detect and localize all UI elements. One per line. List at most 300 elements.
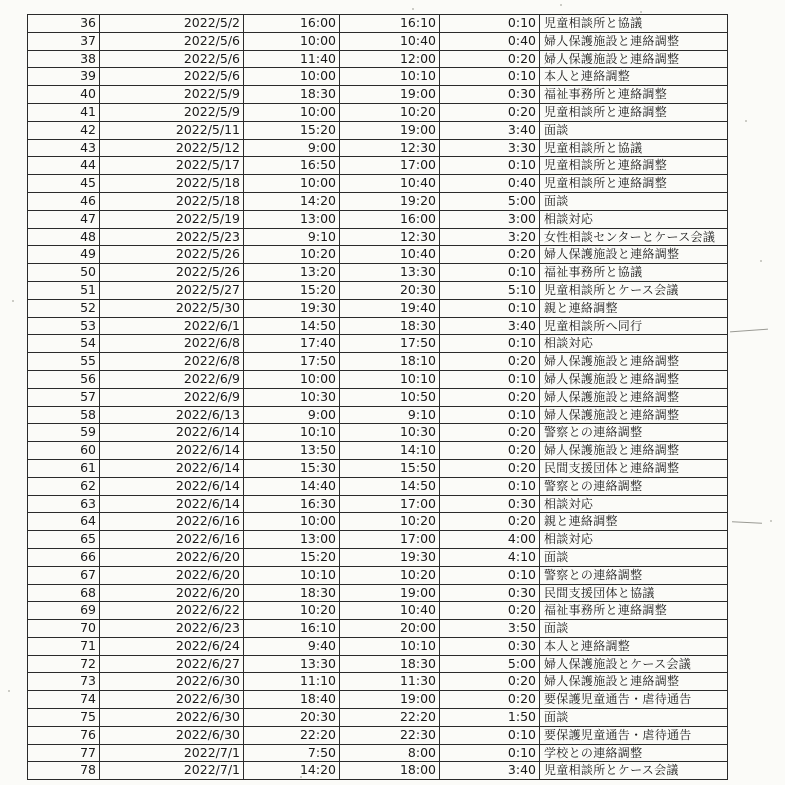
row-number-cell: 70 <box>28 620 100 638</box>
start-time-cell: 10:00 <box>244 68 340 86</box>
table-row <box>28 86 728 104</box>
duration-cell: 0:30 <box>440 495 540 513</box>
start-time-cell: 19:30 <box>244 299 340 317</box>
date-cell: 2022/6/20 <box>100 584 244 602</box>
table-row <box>28 442 728 460</box>
duration-cell: 3:40 <box>440 762 540 780</box>
end-time-cell: 10:40 <box>340 175 440 193</box>
table-row <box>28 406 728 424</box>
description-cell: 婦人保護施設と連絡調整 <box>540 388 728 406</box>
row-number-cell: 60 <box>28 442 100 460</box>
duration-cell: 0:10 <box>440 744 540 762</box>
end-time-cell: 8:00 <box>340 744 440 762</box>
row-number-cell: 58 <box>28 406 100 424</box>
duration-cell: 0:20 <box>440 513 540 531</box>
row-number-cell: 36 <box>28 15 100 33</box>
description-cell: 児童相談所へ同行 <box>540 317 728 335</box>
date-cell: 2022/6/16 <box>100 513 244 531</box>
table-row <box>28 175 728 193</box>
row-number-cell: 54 <box>28 335 100 353</box>
description-cell: 福祉事務所と協議 <box>540 264 728 282</box>
end-time-cell: 19:00 <box>340 691 440 709</box>
row-number-cell: 68 <box>28 584 100 602</box>
duration-cell: 0:20 <box>440 442 540 460</box>
description-cell: 児童相談所とケース会議 <box>540 281 728 299</box>
table-row <box>28 655 728 673</box>
start-time-cell: 9:40 <box>244 637 340 655</box>
description-cell: 児童相談所と連絡調整 <box>540 175 728 193</box>
duration-cell: 0:20 <box>440 691 540 709</box>
row-number-cell: 65 <box>28 531 100 549</box>
date-cell: 2022/6/13 <box>100 406 244 424</box>
date-cell: 2022/6/14 <box>100 477 244 495</box>
start-time-cell: 10:00 <box>244 513 340 531</box>
row-number-cell: 37 <box>28 32 100 50</box>
start-time-cell: 7:50 <box>244 744 340 762</box>
table-row <box>28 424 728 442</box>
duration-cell: 0:10 <box>440 157 540 175</box>
end-time-cell: 10:20 <box>340 566 440 584</box>
start-time-cell: 14:50 <box>244 317 340 335</box>
duration-cell: 0:40 <box>440 175 540 193</box>
description-cell: 女性相談センターとケース会議 <box>540 228 728 246</box>
end-time-cell: 10:40 <box>340 602 440 620</box>
row-number-cell: 64 <box>28 513 100 531</box>
row-number-cell: 71 <box>28 637 100 655</box>
date-cell: 2022/6/30 <box>100 709 244 727</box>
start-time-cell: 15:20 <box>244 121 340 139</box>
date-cell: 2022/5/9 <box>100 103 244 121</box>
date-cell: 2022/5/23 <box>100 228 244 246</box>
duration-cell: 3:30 <box>440 139 540 157</box>
table-row <box>28 121 728 139</box>
date-cell: 2022/5/6 <box>100 50 244 68</box>
date-cell: 2022/6/1 <box>100 317 244 335</box>
duration-cell: 0:30 <box>440 584 540 602</box>
row-number-cell: 42 <box>28 121 100 139</box>
end-time-cell: 10:50 <box>340 388 440 406</box>
row-number-cell: 59 <box>28 424 100 442</box>
row-number-cell: 40 <box>28 86 100 104</box>
duration-cell: 0:20 <box>440 50 540 68</box>
start-time-cell: 10:00 <box>244 175 340 193</box>
row-number-cell: 72 <box>28 655 100 673</box>
row-number-cell: 63 <box>28 495 100 513</box>
start-time-cell: 10:10 <box>244 424 340 442</box>
row-number-cell: 76 <box>28 726 100 744</box>
table-row <box>28 317 728 335</box>
row-number-cell: 52 <box>28 299 100 317</box>
row-number-cell: 41 <box>28 103 100 121</box>
date-cell: 2022/5/2 <box>100 15 244 33</box>
description-cell: 親と連絡調整 <box>540 513 728 531</box>
start-time-cell: 18:30 <box>244 86 340 104</box>
description-cell: 婦人保護施設と連絡調整 <box>540 353 728 371</box>
row-number-cell: 46 <box>28 192 100 210</box>
duration-cell: 0:10 <box>440 299 540 317</box>
end-time-cell: 12:30 <box>340 228 440 246</box>
duration-cell: 0:10 <box>440 566 540 584</box>
description-cell: 本人と連絡調整 <box>540 68 728 86</box>
end-time-cell: 9:10 <box>340 406 440 424</box>
end-time-cell: 18:00 <box>340 762 440 780</box>
end-time-cell: 10:20 <box>340 513 440 531</box>
date-cell: 2022/6/9 <box>100 388 244 406</box>
row-number-cell: 49 <box>28 246 100 264</box>
duration-cell: 1:50 <box>440 709 540 727</box>
duration-cell: 0:20 <box>440 103 540 121</box>
start-time-cell: 14:20 <box>244 192 340 210</box>
end-time-cell: 10:40 <box>340 246 440 264</box>
date-cell: 2022/6/30 <box>100 673 244 691</box>
date-cell: 2022/5/17 <box>100 157 244 175</box>
duration-cell: 0:10 <box>440 264 540 282</box>
table-row <box>28 103 728 121</box>
description-cell: 婦人保護施設と連絡調整 <box>540 50 728 68</box>
row-number-cell: 67 <box>28 566 100 584</box>
start-time-cell: 15:20 <box>244 548 340 566</box>
start-time-cell: 14:40 <box>244 477 340 495</box>
start-time-cell: 10:20 <box>244 246 340 264</box>
row-number-cell: 69 <box>28 602 100 620</box>
description-cell: 面談 <box>540 121 728 139</box>
start-time-cell: 10:30 <box>244 388 340 406</box>
end-time-cell: 16:10 <box>340 15 440 33</box>
description-cell: 面談 <box>540 620 728 638</box>
table-row <box>28 210 728 228</box>
duration-cell: 0:20 <box>440 673 540 691</box>
date-cell: 2022/5/12 <box>100 139 244 157</box>
date-cell: 2022/5/30 <box>100 299 244 317</box>
duration-cell: 5:10 <box>440 281 540 299</box>
duration-cell: 4:00 <box>440 531 540 549</box>
end-time-cell: 17:50 <box>340 335 440 353</box>
date-cell: 2022/5/26 <box>100 264 244 282</box>
row-number-cell: 61 <box>28 459 100 477</box>
row-number-cell: 66 <box>28 548 100 566</box>
row-number-cell: 74 <box>28 691 100 709</box>
table-row <box>28 15 728 33</box>
end-time-cell: 19:20 <box>340 192 440 210</box>
start-time-cell: 13:30 <box>244 655 340 673</box>
date-cell: 2022/5/18 <box>100 175 244 193</box>
table-row <box>28 68 728 86</box>
start-time-cell: 13:20 <box>244 264 340 282</box>
start-time-cell: 16:00 <box>244 15 340 33</box>
end-time-cell: 11:30 <box>340 673 440 691</box>
end-time-cell: 10:40 <box>340 32 440 50</box>
description-cell: 相談対応 <box>540 210 728 228</box>
date-cell: 2022/6/27 <box>100 655 244 673</box>
end-time-cell: 17:00 <box>340 495 440 513</box>
end-time-cell: 17:00 <box>340 157 440 175</box>
end-time-cell: 19:00 <box>340 86 440 104</box>
description-cell: 相談対応 <box>540 335 728 353</box>
end-time-cell: 15:50 <box>340 459 440 477</box>
table-row <box>28 584 728 602</box>
start-time-cell: 17:50 <box>244 353 340 371</box>
duration-cell: 0:10 <box>440 406 540 424</box>
duration-cell: 0:20 <box>440 388 540 406</box>
duration-cell: 3:50 <box>440 620 540 638</box>
start-time-cell: 22:20 <box>244 726 340 744</box>
row-number-cell: 75 <box>28 709 100 727</box>
date-cell: 2022/5/26 <box>100 246 244 264</box>
table-row <box>28 566 728 584</box>
description-cell: 警察との連絡調整 <box>540 424 728 442</box>
end-time-cell: 12:30 <box>340 139 440 157</box>
table-row <box>28 602 728 620</box>
row-number-cell: 77 <box>28 744 100 762</box>
date-cell: 2022/6/8 <box>100 335 244 353</box>
date-cell: 2022/6/14 <box>100 442 244 460</box>
row-number-cell: 45 <box>28 175 100 193</box>
date-cell: 2022/6/23 <box>100 620 244 638</box>
duration-cell: 0:10 <box>440 15 540 33</box>
duration-cell: 5:00 <box>440 192 540 210</box>
end-time-cell: 10:10 <box>340 370 440 388</box>
table-row <box>28 335 728 353</box>
end-time-cell: 19:00 <box>340 121 440 139</box>
table-row <box>28 281 728 299</box>
table-row <box>28 264 728 282</box>
duration-cell: 5:00 <box>440 655 540 673</box>
table-row <box>28 459 728 477</box>
duration-cell: 3:40 <box>440 317 540 335</box>
description-cell: 婦人保護施設と連絡調整 <box>540 370 728 388</box>
start-time-cell: 9:00 <box>244 139 340 157</box>
date-cell: 2022/6/14 <box>100 495 244 513</box>
description-cell: 福祉事務所と連絡調整 <box>540 602 728 620</box>
description-cell: 婦人保護施設と連絡調整 <box>540 406 728 424</box>
date-cell: 2022/6/14 <box>100 424 244 442</box>
duration-cell: 0:20 <box>440 246 540 264</box>
date-cell: 2022/7/1 <box>100 744 244 762</box>
start-time-cell: 16:10 <box>244 620 340 638</box>
start-time-cell: 10:20 <box>244 602 340 620</box>
date-cell: 2022/5/6 <box>100 32 244 50</box>
date-cell: 2022/6/30 <box>100 691 244 709</box>
table-row <box>28 370 728 388</box>
start-time-cell: 9:00 <box>244 406 340 424</box>
row-number-cell: 43 <box>28 139 100 157</box>
end-time-cell: 19:00 <box>340 584 440 602</box>
duration-cell: 0:10 <box>440 335 540 353</box>
date-cell: 2022/6/8 <box>100 353 244 371</box>
date-cell: 2022/5/6 <box>100 68 244 86</box>
date-cell: 2022/6/22 <box>100 602 244 620</box>
date-cell: 2022/6/14 <box>100 459 244 477</box>
start-time-cell: 10:10 <box>244 566 340 584</box>
start-time-cell: 13:50 <box>244 442 340 460</box>
description-cell: 学校との連絡調整 <box>540 744 728 762</box>
description-cell: 婦人保護施設と連絡調整 <box>540 442 728 460</box>
table-row <box>28 709 728 727</box>
end-time-cell: 22:30 <box>340 726 440 744</box>
duration-cell: 0:10 <box>440 370 540 388</box>
end-time-cell: 19:40 <box>340 299 440 317</box>
duration-cell: 0:10 <box>440 477 540 495</box>
table-row <box>28 726 728 744</box>
table-row <box>28 620 728 638</box>
table-row <box>28 228 728 246</box>
duration-cell: 3:40 <box>440 121 540 139</box>
table-row <box>28 32 728 50</box>
description-cell: 相談対応 <box>540 531 728 549</box>
duration-cell: 0:20 <box>440 602 540 620</box>
duration-cell: 0:30 <box>440 637 540 655</box>
duration-cell: 0:20 <box>440 353 540 371</box>
start-time-cell: 11:10 <box>244 673 340 691</box>
description-cell: 婦人保護施設とケース会議 <box>540 655 728 673</box>
table-row <box>28 495 728 513</box>
date-cell: 2022/5/19 <box>100 210 244 228</box>
row-number-cell: 39 <box>28 68 100 86</box>
description-cell: 婦人保護施設と連絡調整 <box>540 32 728 50</box>
table-row <box>28 673 728 691</box>
start-time-cell: 14:20 <box>244 762 340 780</box>
table-row <box>28 691 728 709</box>
start-time-cell: 15:20 <box>244 281 340 299</box>
row-number-cell: 50 <box>28 264 100 282</box>
table-row <box>28 192 728 210</box>
description-cell: 相談対応 <box>540 495 728 513</box>
table-row <box>28 139 728 157</box>
end-time-cell: 20:00 <box>340 620 440 638</box>
row-number-cell: 47 <box>28 210 100 228</box>
duration-cell: 0:40 <box>440 32 540 50</box>
description-cell: 児童相談所と連絡調整 <box>540 157 728 175</box>
table-row <box>28 246 728 264</box>
date-cell: 2022/6/16 <box>100 531 244 549</box>
duration-cell: 0:20 <box>440 424 540 442</box>
row-number-cell: 55 <box>28 353 100 371</box>
description-cell: 児童相談所とケース会議 <box>540 762 728 780</box>
end-time-cell: 10:10 <box>340 637 440 655</box>
description-cell: 警察との連絡調整 <box>540 566 728 584</box>
start-time-cell: 16:30 <box>244 495 340 513</box>
date-cell: 2022/5/18 <box>100 192 244 210</box>
description-cell: 面談 <box>540 709 728 727</box>
table-row <box>28 353 728 371</box>
description-cell: 警察との連絡調整 <box>540 477 728 495</box>
duration-cell: 3:00 <box>440 210 540 228</box>
table-row <box>28 157 728 175</box>
description-cell: 面談 <box>540 548 728 566</box>
start-time-cell: 18:30 <box>244 584 340 602</box>
duration-cell: 0:20 <box>440 459 540 477</box>
end-time-cell: 18:30 <box>340 317 440 335</box>
date-cell: 2022/6/20 <box>100 548 244 566</box>
start-time-cell: 10:00 <box>244 103 340 121</box>
end-time-cell: 10:30 <box>340 424 440 442</box>
date-cell: 2022/5/9 <box>100 86 244 104</box>
date-cell: 2022/6/30 <box>100 726 244 744</box>
description-cell: 児童相談所と連絡調整 <box>540 103 728 121</box>
date-cell: 2022/5/27 <box>100 281 244 299</box>
table-row <box>28 744 728 762</box>
description-cell: 児童相談所と協議 <box>540 15 728 33</box>
start-time-cell: 16:50 <box>244 157 340 175</box>
description-cell: 本人と連絡調整 <box>540 637 728 655</box>
end-time-cell: 22:20 <box>340 709 440 727</box>
end-time-cell: 19:30 <box>340 548 440 566</box>
description-cell: 児童相談所と協議 <box>540 139 728 157</box>
table-row <box>28 513 728 531</box>
duration-cell: 0:10 <box>440 68 540 86</box>
end-time-cell: 10:10 <box>340 68 440 86</box>
description-cell: 民間支援団体と連絡調整 <box>540 459 728 477</box>
end-time-cell: 18:10 <box>340 353 440 371</box>
row-number-cell: 38 <box>28 50 100 68</box>
end-time-cell: 14:10 <box>340 442 440 460</box>
row-number-cell: 78 <box>28 762 100 780</box>
table-row <box>28 477 728 495</box>
table-row <box>28 637 728 655</box>
start-time-cell: 11:40 <box>244 50 340 68</box>
description-cell: 要保護児童通告・虐待通告 <box>540 691 728 709</box>
end-time-cell: 13:30 <box>340 264 440 282</box>
table-row <box>28 762 728 780</box>
table-row <box>28 531 728 549</box>
date-cell: 2022/5/11 <box>100 121 244 139</box>
start-time-cell: 20:30 <box>244 709 340 727</box>
description-cell: 要保護児童通告・虐待通告 <box>540 726 728 744</box>
row-number-cell: 51 <box>28 281 100 299</box>
description-cell: 婦人保護施設と連絡調整 <box>540 246 728 264</box>
table-row <box>28 50 728 68</box>
start-time-cell: 10:00 <box>244 370 340 388</box>
table-row <box>28 548 728 566</box>
row-number-cell: 57 <box>28 388 100 406</box>
date-cell: 2022/6/9 <box>100 370 244 388</box>
end-time-cell: 12:00 <box>340 50 440 68</box>
row-number-cell: 53 <box>28 317 100 335</box>
start-time-cell: 10:00 <box>244 32 340 50</box>
end-time-cell: 14:50 <box>340 477 440 495</box>
row-number-cell: 48 <box>28 228 100 246</box>
duration-cell: 0:10 <box>440 726 540 744</box>
end-time-cell: 10:20 <box>340 103 440 121</box>
row-number-cell: 73 <box>28 673 100 691</box>
start-time-cell: 17:40 <box>244 335 340 353</box>
description-cell: 面談 <box>540 192 728 210</box>
table-row <box>28 299 728 317</box>
start-time-cell: 15:30 <box>244 459 340 477</box>
start-time-cell: 9:10 <box>244 228 340 246</box>
table-row <box>28 388 728 406</box>
start-time-cell: 13:00 <box>244 210 340 228</box>
duration-cell: 0:30 <box>440 86 540 104</box>
activity-log-body <box>28 15 728 780</box>
end-time-cell: 20:30 <box>340 281 440 299</box>
description-cell: 民間支援団体と協議 <box>540 584 728 602</box>
row-number-cell: 62 <box>28 477 100 495</box>
end-time-cell: 17:00 <box>340 531 440 549</box>
description-cell: 親と連絡調整 <box>540 299 728 317</box>
date-cell: 2022/6/20 <box>100 566 244 584</box>
date-cell: 2022/7/1 <box>100 762 244 780</box>
activity-log-table <box>27 14 728 780</box>
duration-cell: 3:20 <box>440 228 540 246</box>
end-time-cell: 18:30 <box>340 655 440 673</box>
duration-cell: 4:10 <box>440 548 540 566</box>
row-number-cell: 44 <box>28 157 100 175</box>
description-cell: 婦人保護施設と連絡調整 <box>540 673 728 691</box>
date-cell: 2022/6/24 <box>100 637 244 655</box>
end-time-cell: 16:00 <box>340 210 440 228</box>
row-number-cell: 56 <box>28 370 100 388</box>
